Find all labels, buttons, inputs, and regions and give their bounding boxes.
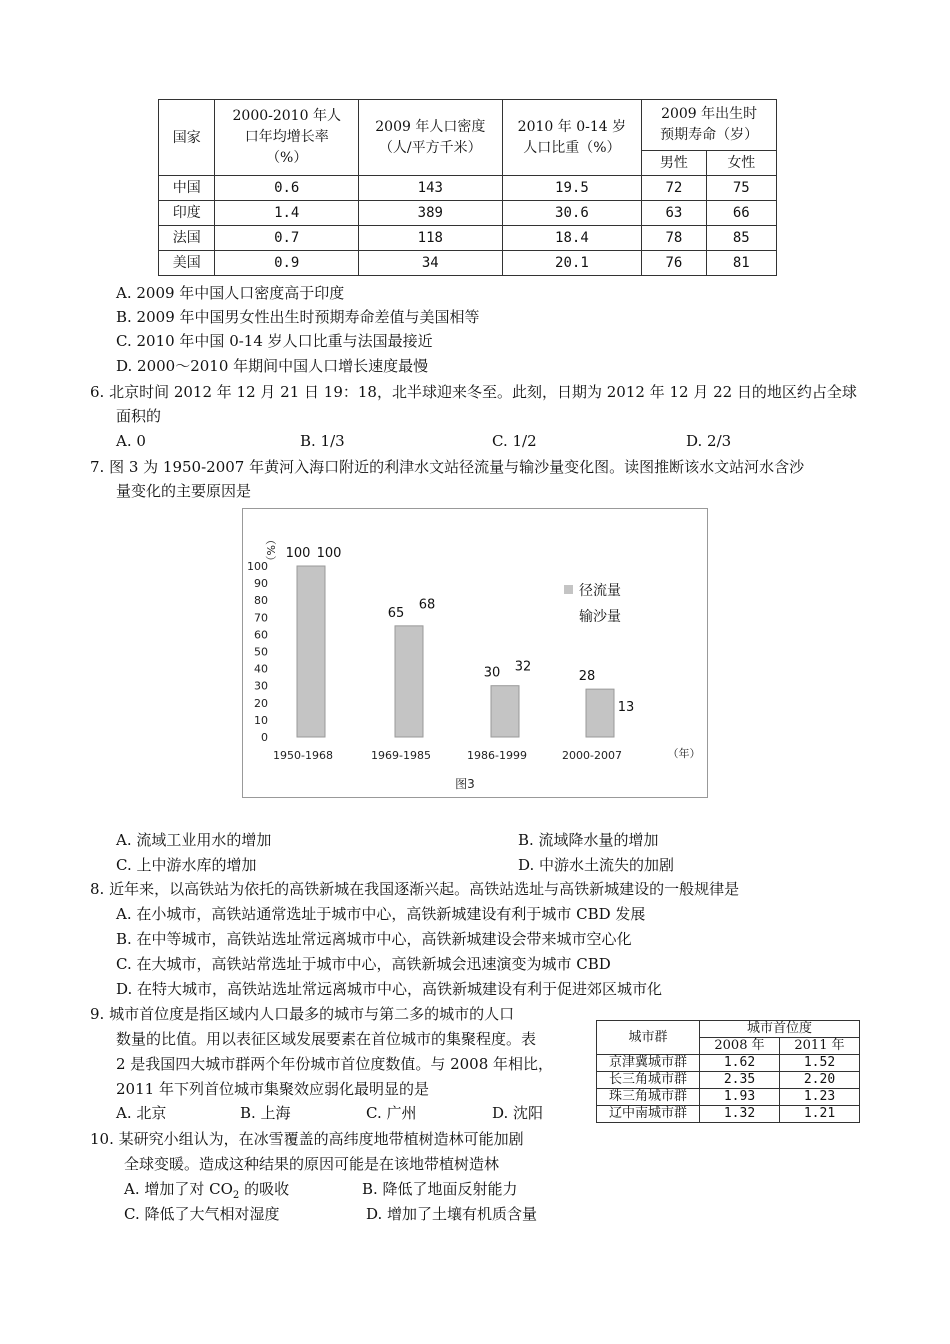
table-row: 京津冀城市群 1.62 1.52 bbox=[597, 1055, 860, 1072]
q6-option-a: A. 0 bbox=[116, 432, 146, 450]
chart-svg bbox=[243, 509, 707, 797]
header-female: 女性 bbox=[706, 151, 776, 176]
q9-stem-line2: 数量的比值。用以表征区域发展要素在首位城市的集聚程度。表 bbox=[116, 1030, 537, 1048]
q5-option-b: B. 2009 年中国男女性出生时预期寿命差值与美国相等 bbox=[116, 308, 480, 326]
data-label-输沙量: 100 bbox=[316, 546, 342, 561]
q10-option-a: A. 增加了对 $CO_2$ 的吸收 bbox=[124, 1180, 290, 1201]
y-tick-label: 30 bbox=[254, 679, 268, 693]
city-primacy-table bbox=[596, 1020, 860, 1123]
y-tick-label: 90 bbox=[254, 577, 268, 591]
q10-option-d: D. 增加了土壤有机质含量 bbox=[366, 1205, 538, 1223]
legend-sediment: 输沙量 bbox=[579, 609, 621, 625]
data-label-输沙量: 32 bbox=[514, 659, 532, 675]
q9-option-a: A. 北京 bbox=[116, 1104, 167, 1122]
q7-option-b: B. 流域降水量的增加 bbox=[518, 831, 659, 849]
table-row: 珠三角城市群 1.93 1.23 bbox=[597, 1089, 860, 1106]
q5-option-d: D. 2000～2010 年期间中国人口增长速度最慢 bbox=[116, 357, 429, 375]
q7-stem-line1: 7. 图 3 为 1950-2007 年黄河入海口附近的利津水文站径流量与输沙量变化图。读图推断该水文站河水含沙 bbox=[90, 458, 805, 476]
legend-swatch bbox=[564, 585, 573, 594]
table-row: 印度 1.4 389 30.6 63 66 bbox=[159, 201, 777, 226]
y-tick-label: 20 bbox=[254, 696, 268, 710]
q10-option-b: B. 降低了地面反射能力 bbox=[362, 1180, 518, 1198]
table-row: 美国 0.9 34 20.1 76 81 bbox=[159, 251, 777, 276]
q9-stem-line1: 9. 城市首位度是指区域内人口最多的城市与第二多的城市的人口 bbox=[90, 1005, 515, 1023]
x-axis-label: （年） bbox=[667, 747, 701, 760]
x-tick-label: 1969-1985 bbox=[371, 749, 431, 762]
q6-option-c: C. 1/2 bbox=[492, 432, 537, 450]
data-label-径流量: 100 bbox=[285, 546, 311, 561]
q8-stem: 8. 近年来，以高铁站为依托的高铁新城在我国逐渐兴起。高铁站选址与高铁新城建设的一般规律是 bbox=[90, 880, 740, 898]
chart-title: 图3 bbox=[455, 777, 475, 791]
q5-option-a: A. 2009 年中国人口密度高于印度 bbox=[116, 284, 345, 302]
y-tick-label: 10 bbox=[254, 713, 268, 727]
q9-option-c: C. 广州 bbox=[366, 1104, 417, 1122]
header-primacy: 城市首位度 bbox=[700, 1021, 860, 1038]
q9-stem-line4: 2011 年下列首位城市集聚效应弱化最明显的是 bbox=[116, 1080, 429, 1098]
runoff-sediment-chart bbox=[242, 508, 708, 798]
y-tick-label: 40 bbox=[254, 662, 268, 676]
legend-runoff: 径流量 bbox=[579, 583, 621, 599]
y-tick-label: 100 bbox=[247, 560, 268, 573]
x-tick-label: 1950-1968 bbox=[273, 749, 333, 762]
y-axis-label: （%） bbox=[264, 534, 277, 567]
q6-stem-line1: 6. 北京时间 2012 年 12 月 21 日 19：18，北半球迎来冬至。此刻，日期为 2012 年 12 月 22 日的地区约占全球 bbox=[90, 383, 857, 401]
bar-径流量 bbox=[395, 626, 423, 737]
bar-径流量 bbox=[491, 686, 519, 737]
y-tick-label: 50 bbox=[254, 645, 268, 659]
data-label-径流量: 28 bbox=[578, 669, 596, 685]
data-label-径流量: 65 bbox=[387, 605, 405, 621]
x-tick-label: 2000-2007 bbox=[562, 749, 622, 762]
data-label-径流量: 30 bbox=[483, 665, 501, 681]
q8-option-b: B. 在中等城市，高铁站选址常远离城市中心，高铁新城建设会带来城市空心化 bbox=[116, 930, 632, 948]
q9-stem-line3: 2 是我国四大城市群两个年份城市首位度数值。与 2008 年相比， bbox=[116, 1055, 554, 1073]
header-city-group: 城市群 bbox=[597, 1021, 700, 1055]
bar-径流量 bbox=[586, 689, 614, 737]
y-tick-label: 60 bbox=[254, 628, 268, 642]
q7-option-c: C. 上中游水库的增加 bbox=[116, 856, 257, 874]
table-row: 中国 0.6 143 19.5 72 75 bbox=[159, 176, 777, 201]
table-row: 长三角城市群 2.35 2.20 bbox=[597, 1072, 860, 1089]
q10-stem-line2: 全球变暖。造成这种结果的原因可能是在该地带植树造林 bbox=[124, 1155, 500, 1173]
table-row: 法国 0.7 118 18.4 78 85 bbox=[159, 226, 777, 251]
q9-option-d: D. 沈阳 bbox=[492, 1104, 544, 1122]
header-growth: 2000-2010 年人 口年均增长率 （%） bbox=[215, 100, 359, 176]
q10-option-c: C. 降低了大气相对湿度 bbox=[124, 1205, 280, 1223]
q5-option-c: C. 2010 年中国 0-14 岁人口比重与法国最接近 bbox=[116, 332, 433, 350]
q7-option-d: D. 中游水土流失的加剧 bbox=[518, 856, 675, 874]
q8-option-c: C. 在大城市，高铁站常选址于城市中心，高铁新城会迅速演变为城市 CBD bbox=[116, 955, 611, 973]
x-tick-label: 1986-1999 bbox=[467, 749, 527, 762]
header-life: 2009 年出生时 预期寿命（岁） bbox=[642, 100, 777, 151]
q6-stem-line2: 面积的 bbox=[116, 407, 162, 425]
header-country: 国家 bbox=[159, 100, 215, 176]
population-table bbox=[158, 99, 777, 276]
y-tick-label: 80 bbox=[254, 594, 268, 608]
header-child-ratio: 2010 年 0-14 岁 人口比重（%） bbox=[502, 100, 642, 176]
y-tick-label: 0 bbox=[261, 731, 268, 744]
y-tick-label: 70 bbox=[254, 611, 268, 625]
q10-stem-line1: 10. 某研究小组认为，在冰雪覆盖的高纬度地带植树造林可能加剧 bbox=[90, 1130, 524, 1148]
header-2008: 2008 年 bbox=[700, 1038, 780, 1055]
table-row: 辽中南城市群 1.32 1.21 bbox=[597, 1106, 860, 1123]
q8-option-d: D. 在特大城市，高铁站选址常远离城市中心，高铁新城建设有利于促进郊区城市化 bbox=[116, 980, 663, 998]
q6-option-d: D. 2/3 bbox=[686, 432, 732, 450]
q7-stem-line2: 量变化的主要原因是 bbox=[116, 482, 252, 500]
q7-option-a: A. 流域工业用水的增加 bbox=[116, 831, 272, 849]
q8-option-a: A. 在小城市，高铁站通常选址于城市中心，高铁新城建设有利于城市 CBD 发展 bbox=[116, 905, 646, 923]
q6-option-b: B. 1/3 bbox=[300, 432, 345, 450]
header-2011: 2011 年 bbox=[780, 1038, 860, 1055]
bar-径流量 bbox=[297, 566, 325, 737]
q9-option-b: B. 上海 bbox=[240, 1104, 291, 1122]
header-density: 2009 年人口密度 （人/平方千米） bbox=[359, 100, 503, 176]
data-label-输沙量: 13 bbox=[617, 699, 635, 715]
data-label-输沙量: 68 bbox=[418, 597, 436, 613]
header-male: 男性 bbox=[642, 151, 706, 176]
